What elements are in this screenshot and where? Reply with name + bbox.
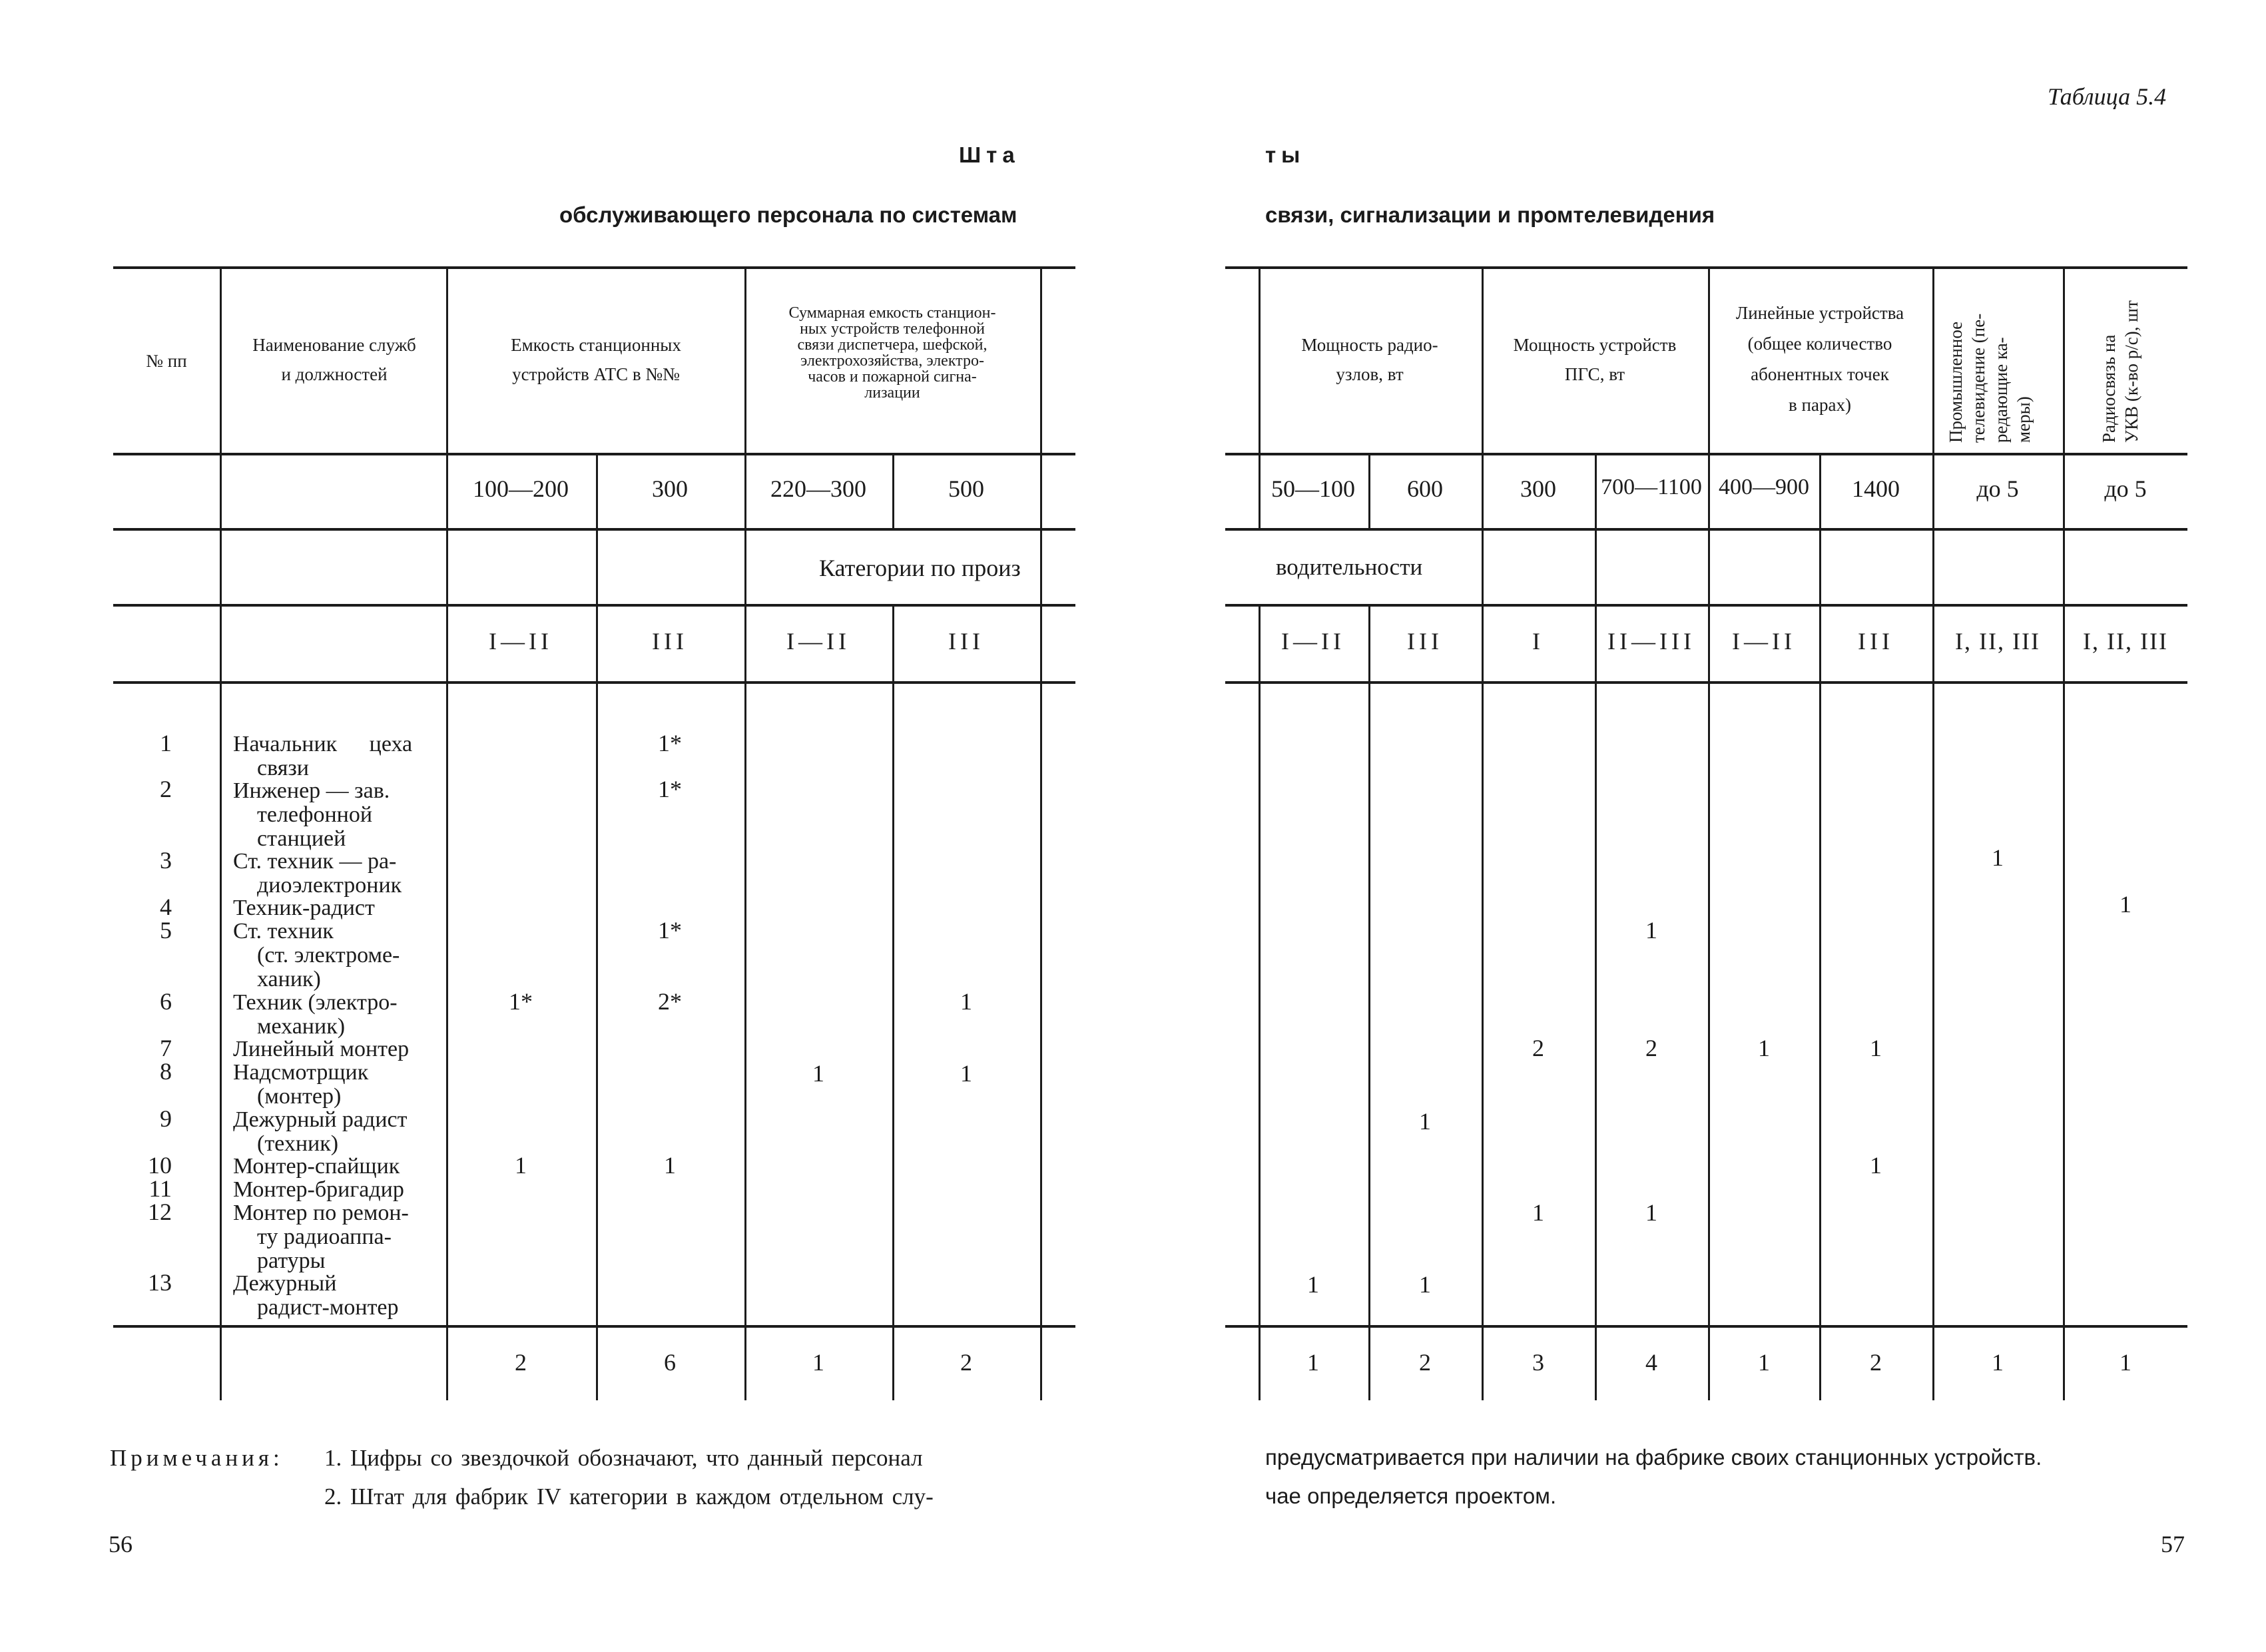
row-num-7: 7	[160, 1035, 172, 1061]
cell-r6-c1: 1*	[509, 988, 533, 1015]
page-number-right: 57	[2161, 1531, 2185, 1557]
category-c7: I	[1532, 628, 1544, 655]
category-c4: III	[948, 628, 984, 655]
cell-r3-c11: 1	[1992, 844, 2004, 871]
row-name-4: Техник-радист	[233, 896, 375, 920]
cell-r5-c2: 1*	[658, 917, 682, 944]
capacity-c1: 100—200	[473, 475, 569, 502]
notes-label: Примечания:	[110, 1445, 284, 1471]
total-c3: 1	[812, 1349, 824, 1376]
capacity-c4: 500	[948, 475, 984, 502]
row-num-4: 4	[160, 894, 172, 920]
category-c6: III	[1407, 628, 1443, 655]
header-sum-l5: часов и пожарной сигна-	[808, 368, 977, 386]
category-c11: I, II, III	[1955, 628, 2040, 655]
capacity-c5: 50—100	[1271, 475, 1355, 502]
cell-r10-c1: 1	[515, 1152, 527, 1179]
header-atc-l2: устройств АТС в №№	[512, 364, 680, 384]
cell-r2-c2: 1*	[658, 776, 682, 802]
cell-r8-c4: 1	[960, 1060, 972, 1087]
row-name-12: Монтер по ремон- ту радиоаппа- ратуры	[233, 1201, 409, 1273]
capacity-c8: 700—1100	[1601, 475, 1702, 499]
capacity-c9: 400—900	[1719, 475, 1809, 499]
title-line1-right: ты	[1265, 142, 1306, 167]
header-sum-l1: Суммарная емкость станцион-	[788, 304, 996, 322]
note-2: 2. Штат для фабрик IV категории в каждом отдельном слу-	[324, 1484, 934, 1510]
category-label-right: водительности	[1276, 554, 1423, 580]
total-c1: 2	[515, 1349, 527, 1376]
header-tv: Промышленное телевидение (пе- редающие ка- меры)	[1946, 313, 2034, 443]
header-name-l2: и должностей	[281, 364, 388, 384]
category-c8: II—III	[1607, 628, 1695, 655]
row-num-1: 1	[160, 730, 172, 756]
header-radio-l2: узлов, вт	[1336, 364, 1404, 384]
category-label-left: Категории по произ	[819, 555, 1021, 581]
cell-r12-c8: 1	[1645, 1199, 1657, 1226]
total-c8: 4	[1645, 1349, 1657, 1376]
total-c12: 1	[2120, 1349, 2131, 1376]
cell-r4-c12: 1	[2120, 891, 2131, 918]
row-name-5: Ст. техник (ст. электроме- ханик)	[233, 919, 400, 991]
capacity-c11: до 5	[1976, 475, 2019, 502]
category-c2: III	[652, 628, 688, 655]
header-sum-l3: связи диспетчера, шефской,	[797, 336, 988, 354]
row-name-10: Монтер-спайщик	[233, 1154, 400, 1179]
row-num-10: 10	[148, 1152, 172, 1179]
table-label: Таблица 5.4	[2048, 83, 2167, 110]
row-name-6: Техник (электро- механик)	[233, 990, 398, 1039]
title-line2-right: связи, сигнализации и промтелевидения	[1265, 202, 1715, 227]
row-name-11: Монтер-бригадир	[233, 1177, 404, 1202]
row-num-6: 6	[160, 988, 172, 1015]
row-num-12: 12	[148, 1199, 172, 1225]
category-c12: I, II, III	[2083, 628, 2168, 655]
category-c3: I—II	[786, 628, 850, 655]
cell-r7-c8: 2	[1645, 1035, 1657, 1061]
category-c10: III	[1858, 628, 1894, 655]
row-name-3: Ст. техник — ра- диоэлектроник	[233, 849, 402, 898]
cell-r13-c5: 1	[1307, 1271, 1319, 1298]
cell-r6-c4: 1	[960, 988, 972, 1015]
header-line-l1: Линейные устройства	[1735, 303, 1904, 323]
row-name-8: Надсмотрщик (монтер)	[233, 1060, 369, 1109]
cell-r8-c3: 1	[812, 1060, 824, 1087]
row-name-9: Дежурный радист (техник)	[233, 1107, 408, 1156]
title-line1-left: Шта	[959, 142, 1020, 167]
cell-r5-c8: 1	[1645, 917, 1657, 944]
capacity-c7: 300	[1520, 475, 1556, 502]
total-c10: 2	[1870, 1349, 1882, 1376]
total-c9: 1	[1758, 1349, 1770, 1376]
row-num-11: 11	[148, 1175, 172, 1202]
row-num-9: 9	[160, 1105, 172, 1132]
total-c2: 6	[664, 1349, 676, 1376]
header-sum-l6: лизации	[864, 384, 920, 402]
header-ukv: Радиосвязь на УКВ (к-во р/с), шт	[2099, 300, 2141, 443]
cell-r7-c7: 2	[1532, 1035, 1544, 1061]
cell-r10-c10: 1	[1870, 1152, 1882, 1179]
total-c11: 1	[1992, 1349, 2004, 1376]
row-num-8: 8	[160, 1058, 172, 1085]
header-sum-l2: ных устройств телефонной	[800, 320, 985, 338]
total-c5: 1	[1307, 1349, 1319, 1376]
category-c1: I—II	[489, 628, 553, 655]
header-sum-l4: электрохозяйства, электро-	[800, 352, 984, 370]
cell-r10-c2: 1	[664, 1152, 676, 1179]
cell-r7-c9: 1	[1758, 1035, 1770, 1061]
header-num: № пп	[146, 351, 187, 371]
note-1-continuation: предусматривается при наличии на фабрике своих станционных устройств.	[1265, 1445, 2042, 1470]
capacity-c12: до 5	[2104, 475, 2147, 502]
total-c7: 3	[1532, 1349, 1544, 1376]
cell-r1-c2: 1*	[658, 730, 682, 756]
row-name-7: Линейный монтер	[233, 1037, 410, 1061]
cell-r13-c6: 1	[1419, 1271, 1431, 1298]
category-c9: I—II	[1732, 628, 1796, 655]
header-name-l1: Наименование служб	[252, 335, 416, 355]
header-pgs-l2: ПГС, вт	[1564, 364, 1625, 384]
total-c4: 2	[960, 1349, 972, 1376]
header-line-l3: абонентных точек	[1751, 364, 1889, 384]
cell-r9-c6: 1	[1419, 1108, 1431, 1135]
cell-r12-c7: 1	[1532, 1199, 1544, 1226]
page-number-left: 56	[109, 1531, 133, 1557]
row-name-13: Дежурный радист-монтер	[233, 1271, 399, 1320]
row-num-13: 13	[148, 1269, 172, 1296]
cell-r7-c10: 1	[1870, 1035, 1882, 1061]
row-num-2: 2	[160, 776, 172, 802]
header-line-l4: в парах)	[1789, 395, 1851, 415]
capacity-c6: 600	[1407, 475, 1443, 502]
header-radio-l1: Мощность радио-	[1301, 335, 1438, 355]
capacity-c3: 220—300	[770, 475, 866, 502]
title-line2-left: обслуживающего персонала по системам	[559, 202, 1017, 227]
header-line-l2: (общее количество	[1747, 334, 1892, 354]
header-pgs-l1: Мощность устройств	[1513, 335, 1677, 355]
note-2-continuation: чае определяется проектом.	[1265, 1484, 1557, 1508]
capacity-c10: 1400	[1852, 475, 1900, 502]
category-c5: I—II	[1281, 628, 1345, 655]
row-num-5: 5	[160, 917, 172, 944]
header-atc-l1: Емкость станционных	[511, 335, 681, 355]
note-1: 1. Цифры со звездочкой обозначают, что данный персонал	[324, 1445, 923, 1471]
row-name-2: Инженер — зав. телефонной станцией	[233, 778, 390, 851]
cell-r6-c2: 2*	[658, 988, 682, 1015]
capacity-c2: 300	[652, 475, 688, 502]
total-c6: 2	[1419, 1349, 1431, 1376]
row-num-3: 3	[160, 847, 172, 874]
row-name-1: Начальник цеха связи	[233, 732, 413, 780]
